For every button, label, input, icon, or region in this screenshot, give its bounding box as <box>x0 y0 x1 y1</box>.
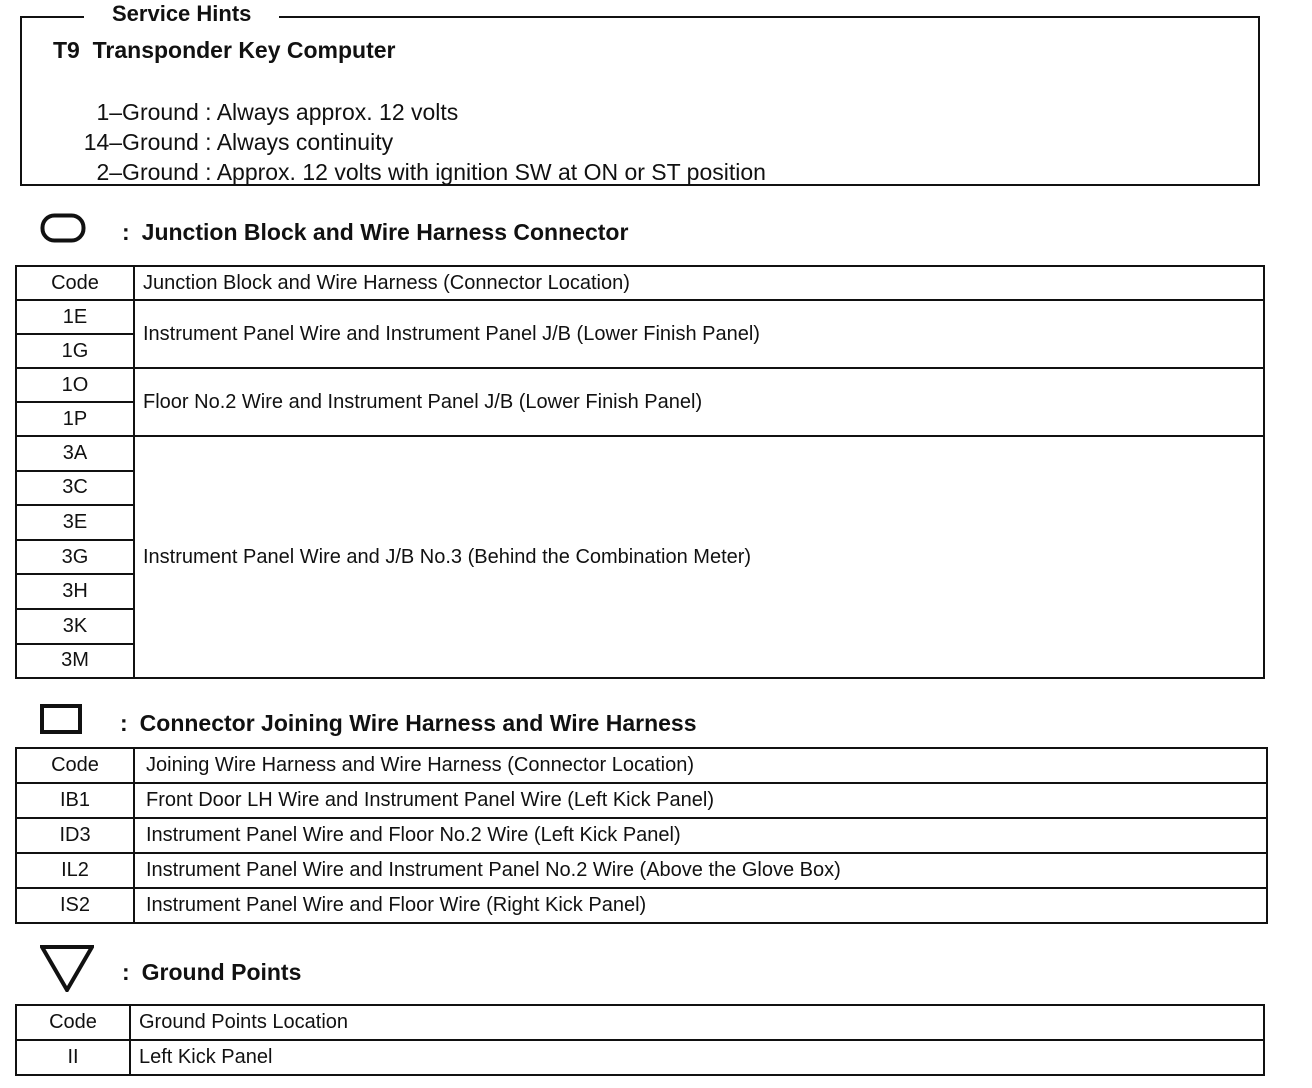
hint-pin: 1–Ground <box>96 99 199 125</box>
location-cell: Floor No.2 Wire and Instrument Panel J/B (Lower Finish Panel) <box>134 368 1264 436</box>
table-row <box>16 368 1264 402</box>
code-cell: 3G <box>16 540 134 575</box>
table-header-row <box>16 748 1267 783</box>
table-row <box>16 436 1264 471</box>
section-title: Ground Points <box>141 958 302 985</box>
code-cell: 3A <box>16 436 134 471</box>
table-header-row <box>16 266 1264 300</box>
code-cell: 1G <box>16 334 134 368</box>
table-row <box>16 300 1264 334</box>
location-cell: Instrument Panel Wire and J/B No.3 (Behind the Combination Meter) <box>134 436 1264 678</box>
code-cell: 3M <box>16 644 134 679</box>
hint-row: 2–Ground : Approx. 12 volts with ignition SW at ON or ST position <box>50 130 766 186</box>
header-location: Joining Wire Harness and Wire Harness (Connector Location) <box>134 748 1267 783</box>
table-header-row <box>16 1005 1264 1040</box>
service-hints-title: Service Hints <box>84 1 279 27</box>
header-location: Ground Points Location <box>130 1005 1264 1040</box>
triangle-down-icon <box>40 944 94 999</box>
table-row <box>16 1040 1264 1075</box>
code-cell: IL2 <box>16 853 134 888</box>
location-cell: Instrument Panel Wire and Instrument Panel No.2 Wire (Above the Glove Box) <box>134 853 1267 888</box>
ground-section-header <box>40 944 301 999</box>
hint-pin: 2–Ground <box>96 159 199 185</box>
header-code: Code <box>16 1005 130 1040</box>
location-cell: Left Kick Panel <box>130 1040 1264 1075</box>
location-cell: Instrument Panel Wire and Floor No.2 Wire (Left Kick Panel) <box>134 818 1267 853</box>
code-cell: 3K <box>16 609 134 644</box>
connector-table <box>15 747 1268 924</box>
section-colon: : <box>122 958 130 985</box>
section-title: Junction Block and Wire Harness Connector <box>141 218 629 245</box>
hint-desc: Always approx. 12 volts <box>216 99 459 125</box>
table-row <box>16 818 1267 853</box>
junction-table <box>15 265 1265 679</box>
code-cell: ID3 <box>16 818 134 853</box>
hint-row: 1–Ground : Always approx. 12 volts <box>50 70 458 126</box>
hint-row: 14–Ground : Always continuity <box>50 100 393 156</box>
location-cell: Instrument Panel Wire and Floor Wire (Right Kick Panel) <box>134 888 1267 923</box>
square-icon <box>40 703 84 742</box>
section-colon: : <box>120 709 128 736</box>
hint-desc: Approx. 12 volts with ignition SW at ON or ST position <box>216 159 766 185</box>
section-title: Connector Joining Wire Harness and Wire Harness <box>139 709 697 736</box>
component-title: T9 Transponder Key Computer <box>53 37 396 63</box>
hint-desc: Always continuity <box>216 129 394 155</box>
header-code: Code <box>16 748 134 783</box>
code-cell: 3E <box>16 505 134 540</box>
header-code: Code <box>16 266 134 300</box>
header-location: Junction Block and Wire Harness (Connector Location) <box>134 266 1264 300</box>
table-row <box>16 853 1267 888</box>
location-cell: Front Door LH Wire and Instrument Panel Wire (Left Kick Panel) <box>134 783 1267 818</box>
code-cell: 1E <box>16 300 134 334</box>
connector-section-header <box>40 703 697 742</box>
table-row <box>16 888 1267 923</box>
code-cell: 3H <box>16 574 134 609</box>
code-cell: IB1 <box>16 783 134 818</box>
code-cell: 3C <box>16 471 134 506</box>
location-cell: Instrument Panel Wire and Instrument Panel J/B (Lower Finish Panel) <box>134 300 1264 368</box>
code-cell: II <box>16 1040 130 1075</box>
code-cell: 1O <box>16 368 134 402</box>
table-row <box>16 783 1267 818</box>
code-cell: 1P <box>16 402 134 436</box>
ground-table <box>15 1004 1265 1076</box>
section-colon: : <box>122 218 130 245</box>
rounded-rect-icon <box>40 212 86 251</box>
junction-section-header <box>40 212 628 251</box>
hint-pin: 14–Ground <box>83 129 199 155</box>
code-cell: IS2 <box>16 888 134 923</box>
